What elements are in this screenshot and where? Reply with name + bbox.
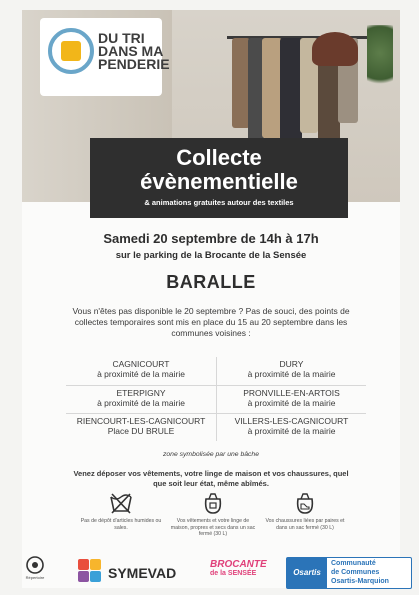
symevad-logo [78,557,198,587]
point-cell [216,357,366,385]
brocante-line-2: de la SENSÉE [210,570,257,577]
logo-line-2: DANS MA [98,43,164,59]
event-date: Samedi 20 septembre de 14h à 17h [103,231,319,246]
footer-logos [22,553,400,589]
points-row [66,413,366,441]
instruction-item [78,491,164,538]
point-location: à proximité de la mairie [97,369,185,379]
brocante-logo [210,559,280,577]
hat [312,32,358,66]
point-name: PRONVILLE-EN-ARTOIS [243,388,340,398]
logo-text [98,30,170,72]
title-subtitle: & animations gratuites autour des textiles [144,198,294,207]
no-wash-icon [108,491,134,515]
bag-of-clothes-icon [200,491,226,515]
point-name: CAGNICOURT [112,359,170,369]
title-line-2: évènementielle [140,169,298,194]
community-line-2: de Communes [331,569,380,576]
tarp-note: zone symbolisée par une bâche [163,451,259,458]
community-line-1: Communauté [331,560,376,567]
instruction-item [170,491,256,538]
du-tri-logo [40,18,170,96]
point-location: à proximité de la mairie [97,398,185,408]
community-line-3: Osartis-Marquion [331,578,389,585]
point-location: à proximité de la mairie [247,369,336,379]
instruction-item [262,491,348,538]
point-name: RIENCOURT-LES-CAGNICOURT [76,416,206,426]
brocante-line-1: BROCANTE [210,559,267,570]
shirt-icon [61,41,81,61]
title-band [90,138,348,218]
point-location: Place DU BRULE [107,426,175,436]
repertoire-label: Répertoire [25,575,45,580]
info-text: Vous n'êtes pas disponible le 20 septembre ? Pas de souci, des points de collectes temporaires sont mis en place du 15 au 20 septembre dans les communes voisines : [72,306,350,338]
event-place: sur le parking de la Brocante de la Sensée [115,250,307,261]
point-name: DURY [279,359,304,369]
point-cell [216,414,366,441]
osartis-logo [286,557,412,589]
logo-line-1: DU TRI [98,30,145,46]
point-cell [66,414,216,441]
points-row [66,357,366,385]
point-name: ETERPIGNY [116,388,166,398]
recycle-circle-icon [48,28,94,74]
symevad-name: SYMEVAD [108,565,177,581]
point-cell [66,357,216,385]
plant [367,25,393,95]
instruction-caption: Vos vêtements et votre linge de maison, propres et secs dans un sac fermé (30 L) [170,518,256,537]
instruction-caption: Pas de dépôt d'articles humides ou sales. [80,518,162,531]
poster [22,10,400,588]
symevad-blocks-icon [78,559,102,583]
logo-line-3: PENDERIE [98,56,170,72]
event-city: BARALLE [166,272,256,292]
deposit-text: Venez déposer vos vêtements, votre linge de maison et vos chaussures, quel que soit leur état, même abîmés. [73,469,349,488]
hanging-garment [262,38,282,138]
instruction-caption: Vos chaussures liées par paires et dans un sac fermé (30 L) [265,518,345,531]
point-cell [66,386,216,413]
title-line-1: Collecte [176,145,262,170]
osartis-tag: Osartis [287,558,327,588]
point-name: VILLERS-LES-CAGNICOURT [234,416,349,426]
point-location: à proximité de la mairie [247,398,336,408]
shoes-bag-icon [292,491,318,515]
repertoire-logo [22,555,48,580]
community-name [331,559,411,586]
point-location: à proximité de la mairie [247,426,336,436]
instructions-icons [78,491,348,538]
points-row [66,385,366,413]
repertoire-icon [25,555,45,575]
collection-points [66,357,366,441]
point-cell [216,386,366,413]
